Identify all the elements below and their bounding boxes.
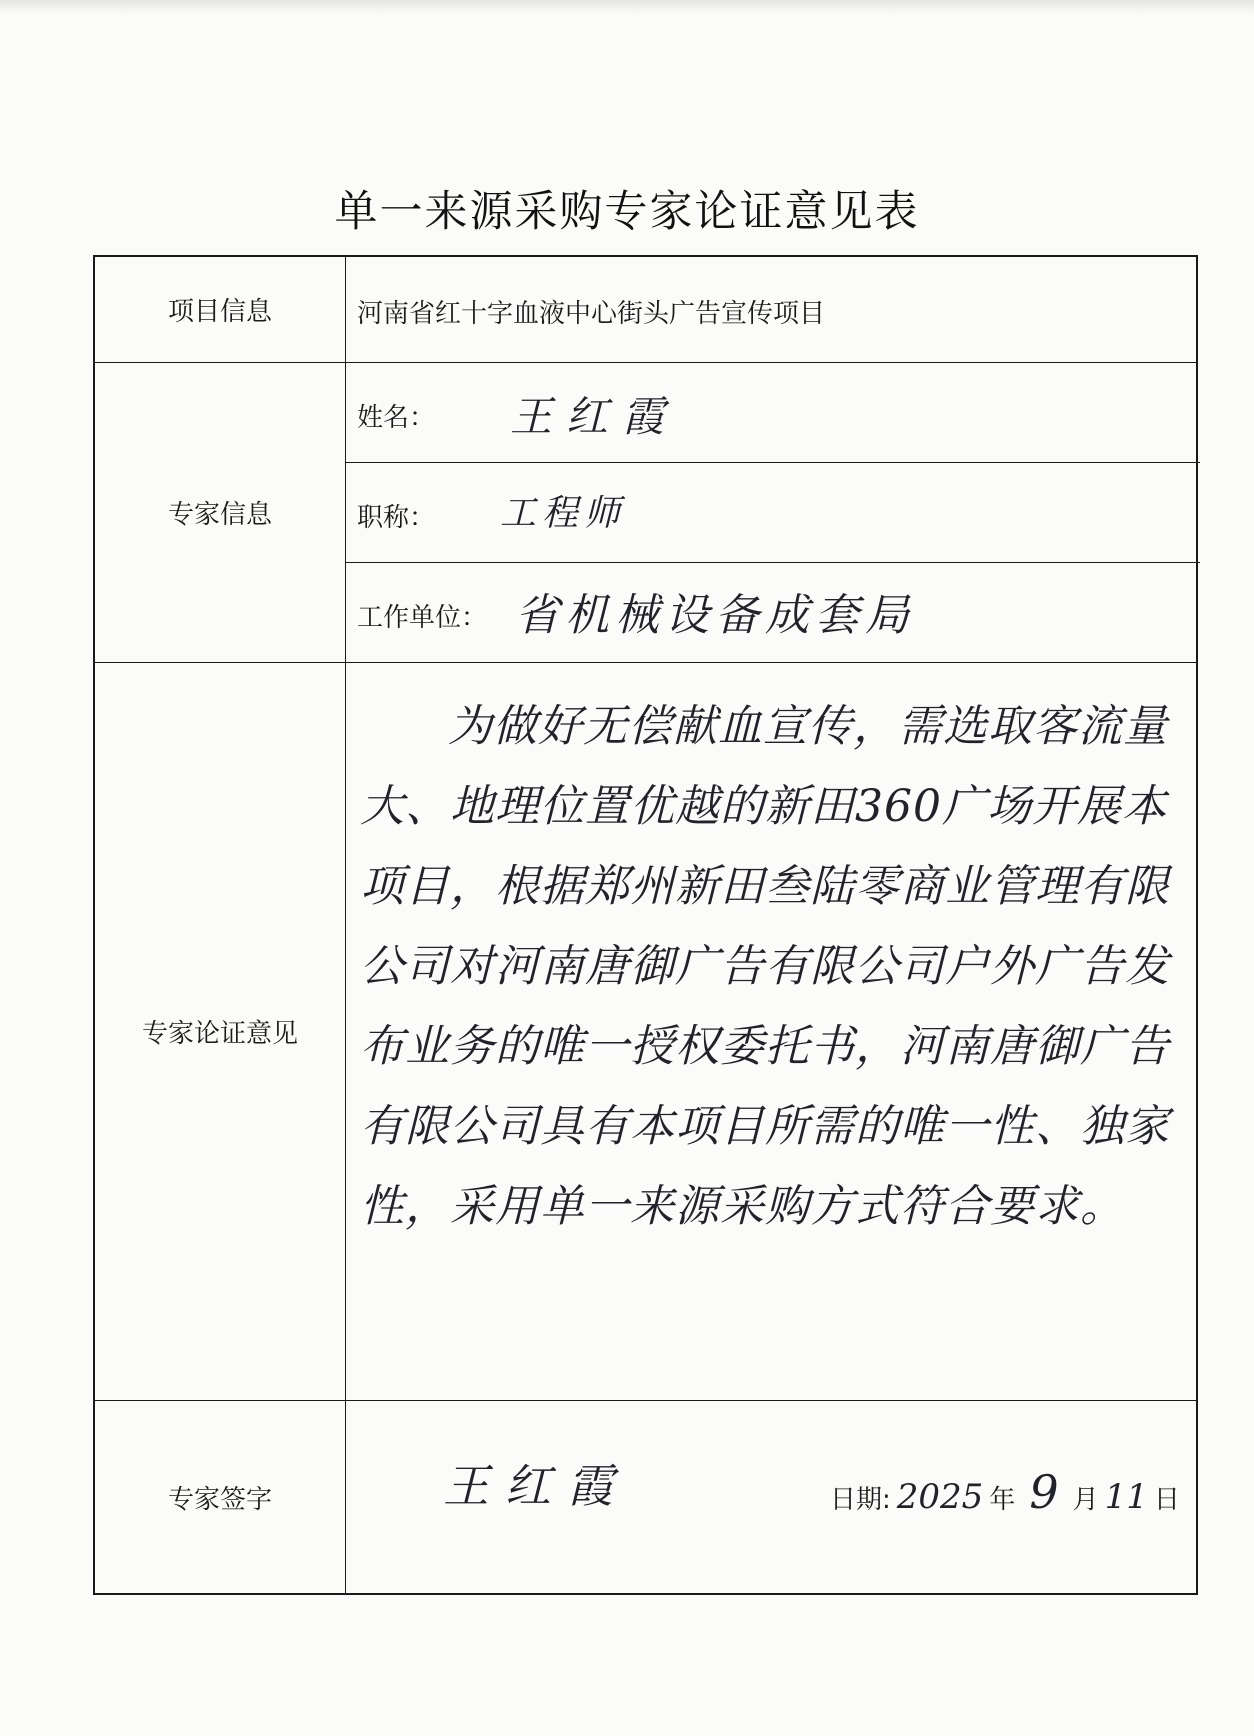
date-year-handwritten: 2025 bbox=[896, 1477, 984, 1517]
signature-date bbox=[830, 1465, 1180, 1519]
work-unit-label: 工作单位： bbox=[357, 603, 488, 633]
evaluation-form-table bbox=[93, 255, 1198, 1595]
document-title: 单一来源采购专家论证意见表 bbox=[334, 187, 920, 237]
column-divider bbox=[345, 257, 346, 1593]
project-info-label: 项目信息 bbox=[167, 297, 272, 327]
date-day-unit: 日 bbox=[1153, 1485, 1180, 1515]
date-year-unit: 年 bbox=[989, 1485, 1016, 1515]
expert-opinion-handwritten: 为做好无偿献血宣传，需选取客流量大、地理位置优越的新田360广场开展本项目，根据郑州新田叁陆零商业管理有限公司对河南唐御广告有限公司户外广告发布业务的唯一授权委托书，河南唐御广告有限公司具有本项目所需的唯一性、独家性，采用单一来源采购方式符合要求。 bbox=[360, 701, 1170, 1232]
job-title-label: 职称： bbox=[357, 503, 436, 533]
expert-signature-label: 专家签字 bbox=[167, 1485, 272, 1515]
date-day-handwritten: 11 bbox=[1104, 1477, 1148, 1517]
row-divider-name bbox=[345, 462, 1200, 463]
row-divider-title bbox=[345, 562, 1200, 563]
work-unit-handwritten: 省机械设备成套局 bbox=[515, 590, 915, 641]
project-name-value: 河南省红十字血液中心街头广告宣传项目 bbox=[357, 299, 826, 329]
expert-opinion-label: 专家论证意见 bbox=[141, 1018, 298, 1049]
date-month-unit: 月 bbox=[1072, 1485, 1099, 1515]
expert-info-label: 专家信息 bbox=[167, 499, 272, 530]
expert-name-handwritten: 王红霞 bbox=[510, 392, 679, 441]
date-label: 日期: bbox=[830, 1485, 891, 1515]
expert-signature-handwritten: 王红霞 bbox=[443, 1459, 629, 1513]
job-title-handwritten: 工程师 bbox=[500, 493, 627, 534]
scan-edge-shadow bbox=[0, 0, 1254, 14]
name-label: 姓名： bbox=[357, 403, 436, 433]
date-month-handwritten: 9 bbox=[1029, 1465, 1059, 1519]
